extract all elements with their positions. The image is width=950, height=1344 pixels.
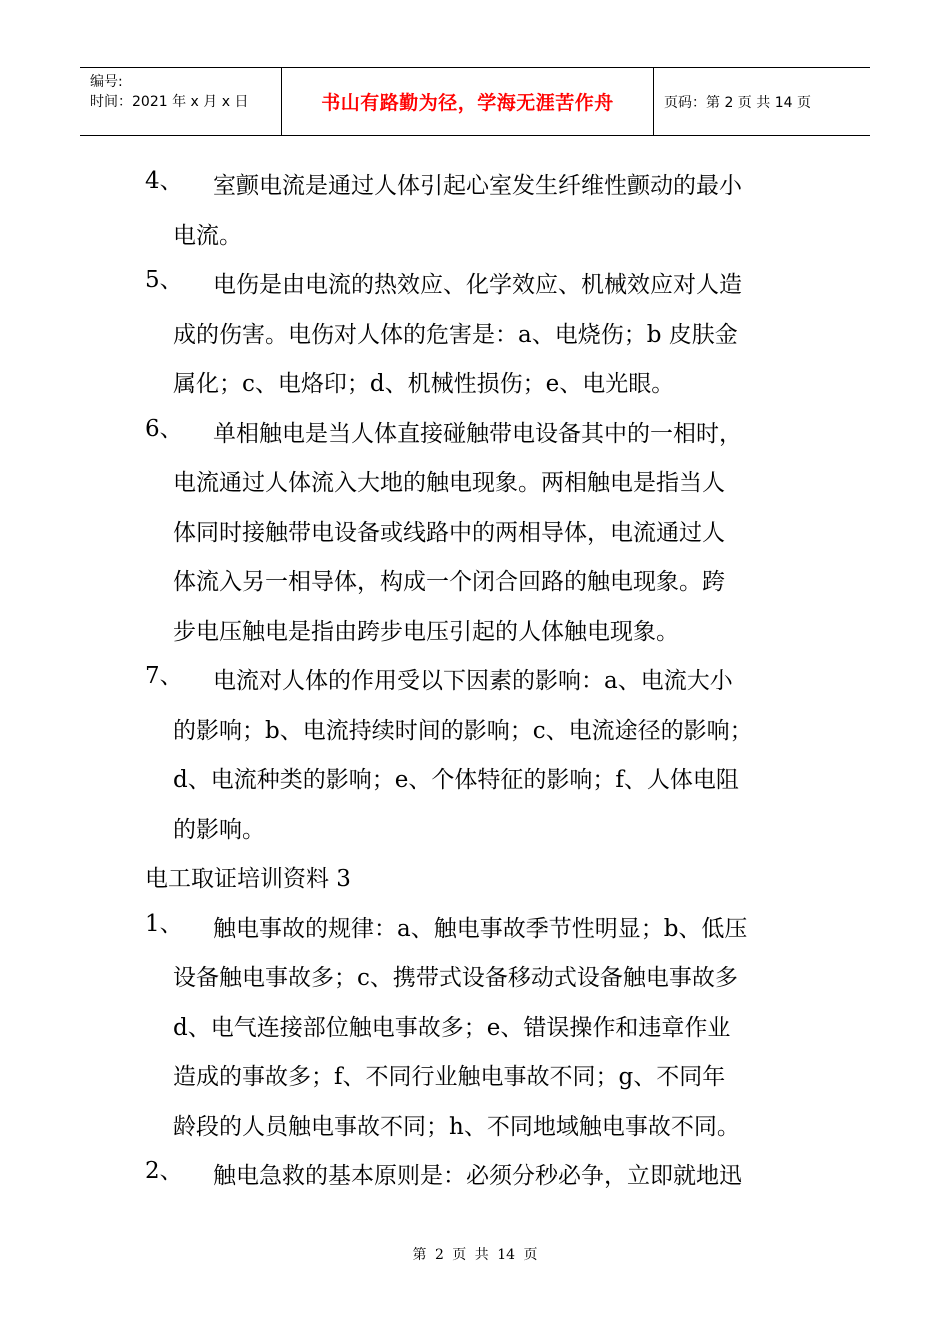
item-text-line: 的影响；b、电流持续时间的影响；c、电流途径的影响；: [173, 717, 753, 744]
header-page-info: 页码：第 2 页 共 14 页: [664, 94, 811, 111]
item-text-line: 龄段的人员触电事故不同；h、不同地域触电事故不同。: [173, 1113, 740, 1140]
item-number: 7、: [145, 663, 183, 689]
list-item: [145, 410, 845, 658]
page-header: [80, 67, 870, 136]
document-body: [145, 162, 845, 1202]
section-heading: 电工取证培训资料 3: [145, 866, 351, 892]
item-number: 1、: [145, 910, 183, 937]
item-text-line: d、电气连接部位触电事故多；e、错误操作和违章作业: [173, 1014, 731, 1041]
item-text-line: 体流入另一相导体，构成一个闭合回路的触电现象。跨: [173, 569, 725, 595]
items-part1: [145, 162, 845, 855]
list-item: [145, 261, 845, 410]
item-text-line: 造成的事故多；f、不同行业触电事故不同；g、不同年: [173, 1064, 726, 1090]
list-item: [145, 1152, 845, 1202]
item-text-line: d、电流种类的影响；e、个体特征的影响；f、人体电阻: [173, 767, 739, 793]
item-text-line: 的影响。: [173, 816, 265, 843]
list-item: [145, 657, 845, 855]
item-number: 6、: [145, 415, 183, 442]
items-part2: [145, 905, 845, 1202]
header-meta: [80, 68, 282, 135]
header-motto: 书山有路勤为径，学海无涯苦作舟: [282, 68, 654, 135]
item-text-line: 电流。: [173, 222, 242, 249]
list-item: [145, 905, 845, 1153]
item-text-line: 室颤电流是通过人体引起心室发生纤维性颤动的最小: [213, 173, 742, 199]
item-text-line: 触电急救的基本原则是：必须分秒必争，立即就地迅: [213, 1163, 742, 1189]
item-number: 2、: [145, 1158, 183, 1184]
list-item: [145, 162, 845, 261]
item-text-line: 步电压触电是指由跨步电压引起的人体触电现象。: [173, 618, 679, 645]
item-text-line: 单相触电是当人体直接碰触带电设备其中的一相时，: [213, 420, 742, 447]
date-label: 时间：2021 年 x 月 x 日: [90, 94, 249, 110]
doc-number-label: 编号:: [90, 74, 123, 90]
item-text-line: 触电事故的规律：a、触电事故季节性明显；b、低压: [213, 915, 748, 942]
item-number: 5、: [145, 267, 183, 293]
item-text-line: 设备触电事故多；c、携带式设备移动式设备触电事故多: [173, 965, 738, 991]
item-text-line: 电流对人体的作用受以下因素的影响：a、电流大小: [213, 668, 733, 694]
item-text-line: 电流通过人体流入大地的触电现象。两相触电是指当人: [173, 470, 725, 496]
item-text-line: 体同时接触带电设备或线路中的两相导体，电流通过人: [173, 519, 725, 546]
item-text-line: 电伤是由电流的热效应、化学效应、机械效应对人造: [213, 272, 742, 298]
item-text-line: 成的伤害。电伤对人体的危害是：a、电烧伤；b 皮肤金: [173, 321, 738, 348]
page-footer: 第 2 页 共 14 页: [412, 1247, 538, 1263]
item-text-line: 属化；c、电烙印；d、机械性损伤；e、电光眼。: [173, 371, 675, 397]
item-number: 4、: [145, 168, 183, 194]
